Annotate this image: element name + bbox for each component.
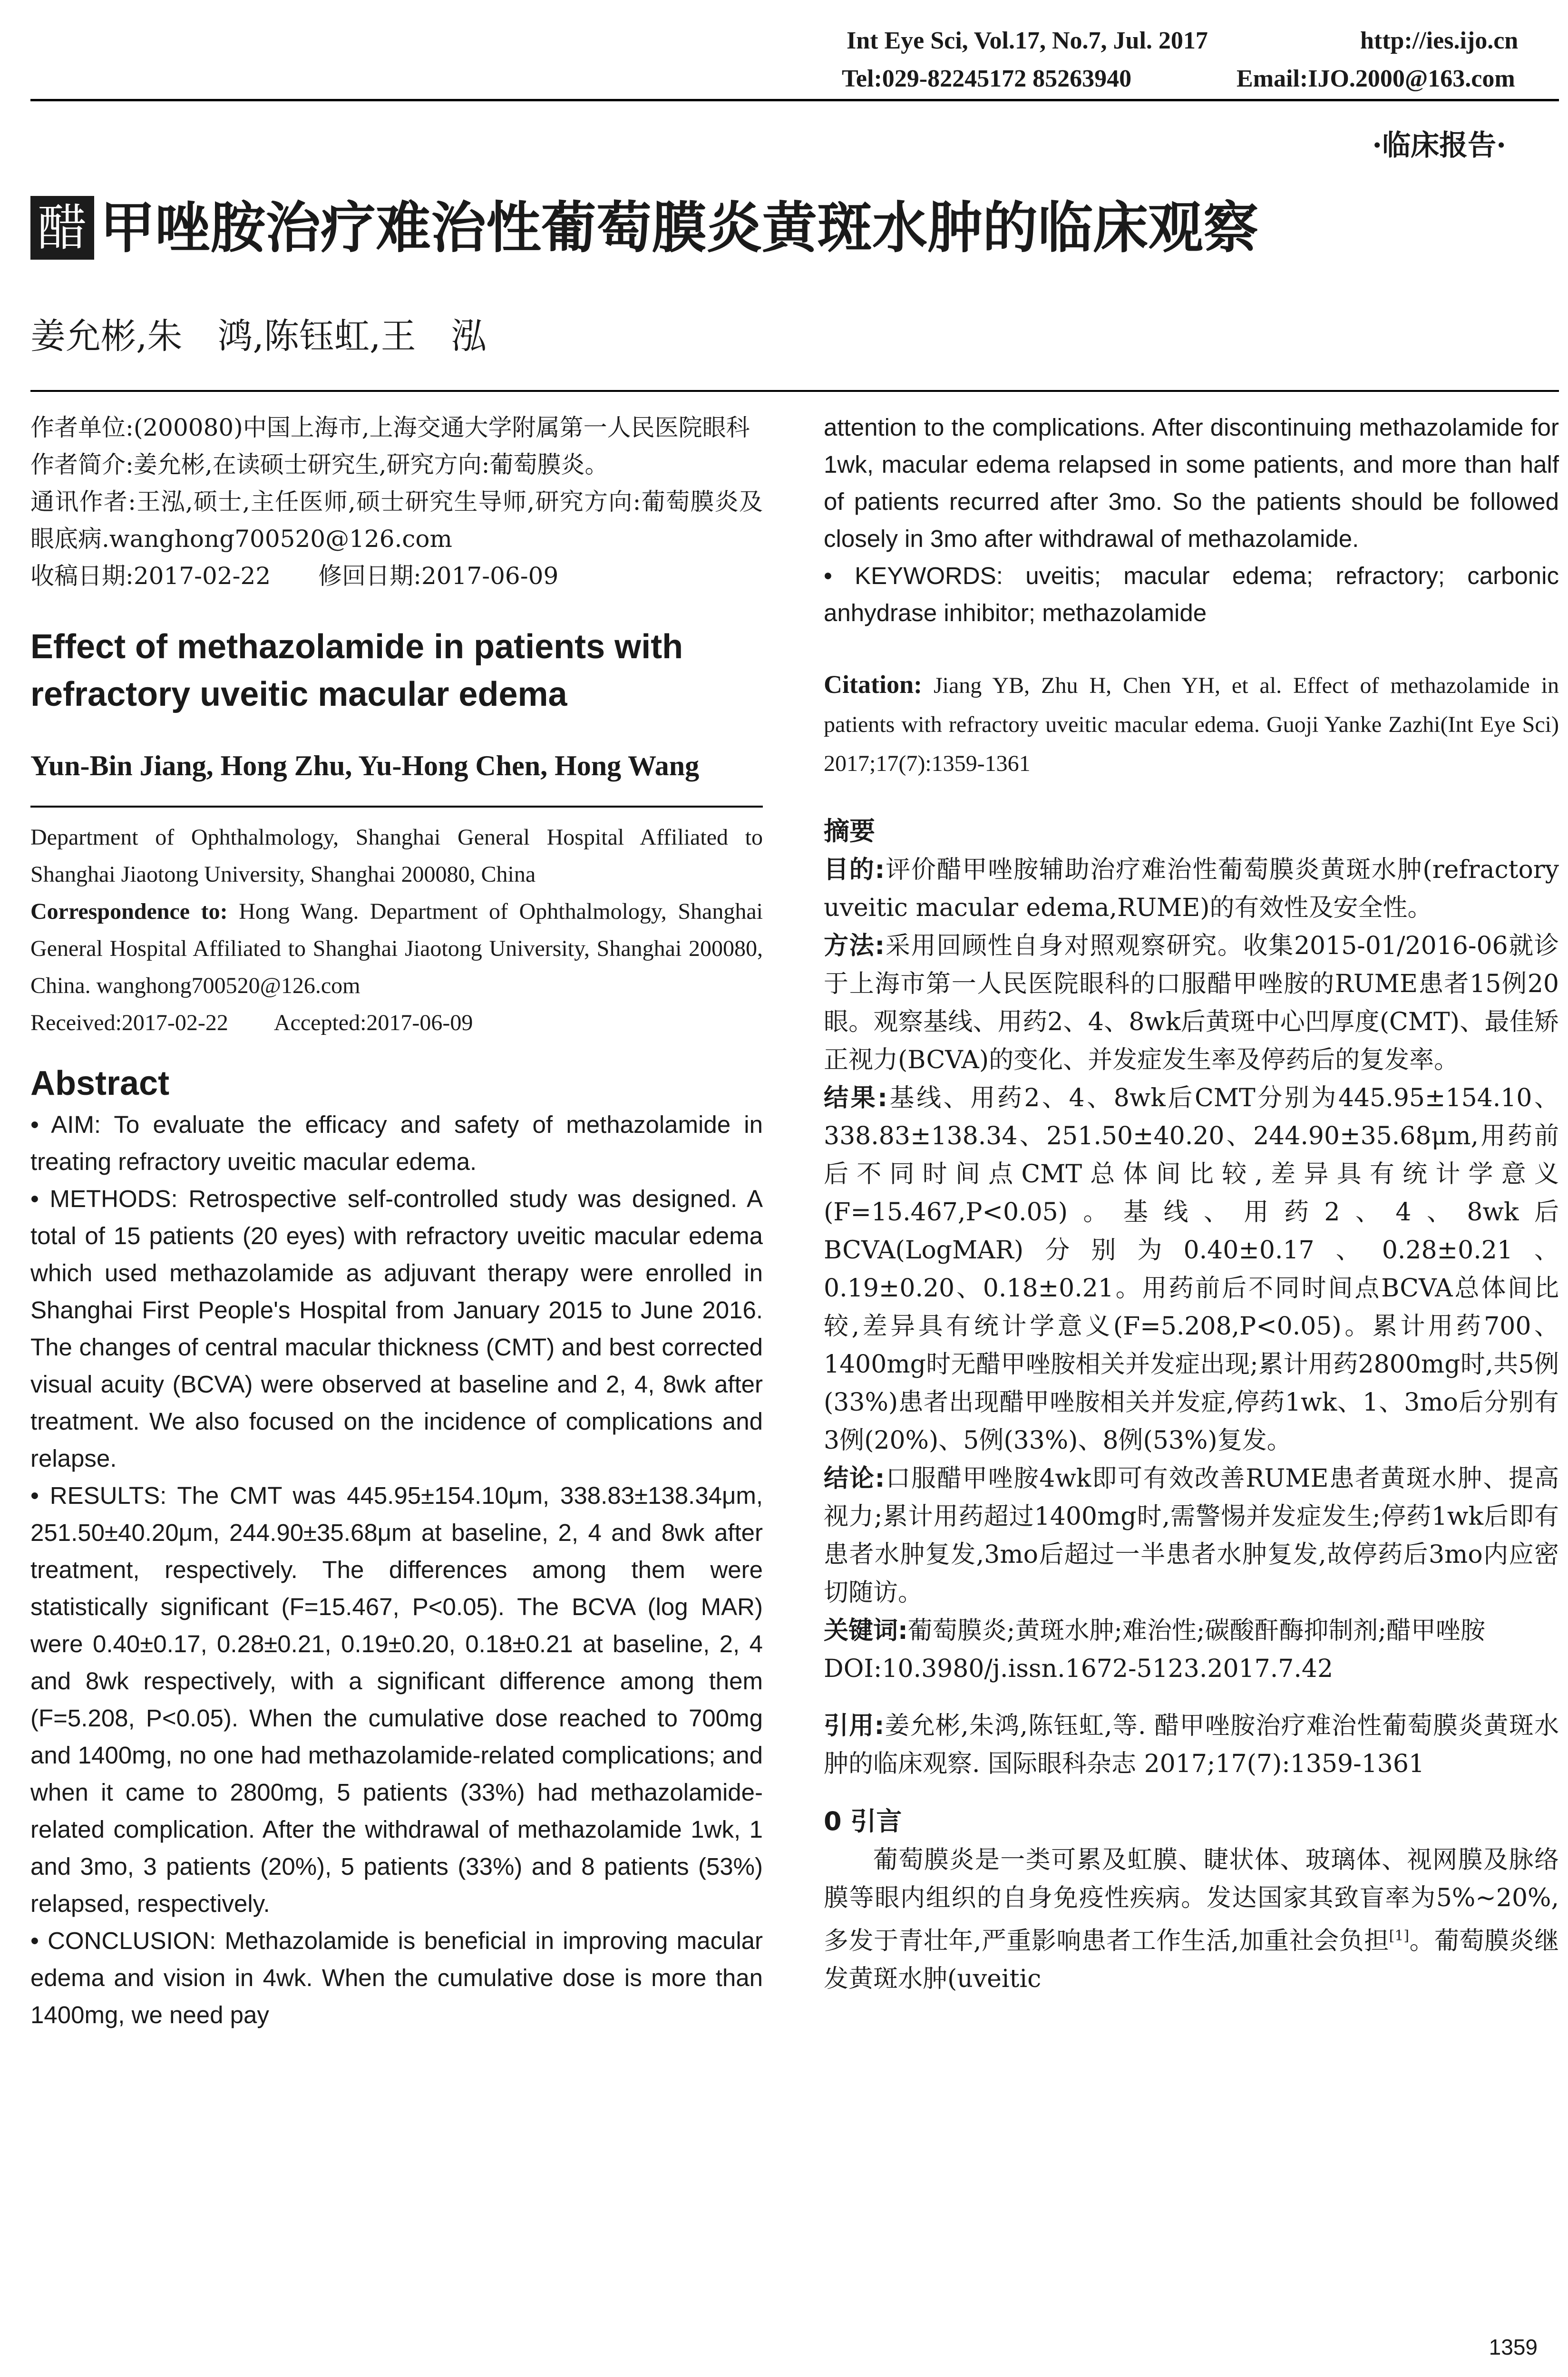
citation-label: Citation: (824, 670, 922, 699)
section-tag: ·临床报告· (1372, 129, 1506, 162)
article-title (30, 190, 1552, 276)
cn-purpose-label: 目的: (824, 856, 885, 884)
cn-conclusion (824, 1460, 1559, 1612)
citation-text: Jiang YB, Zhu H, Chen YH, et al. Effect of methazolamide in patients with refractory uveitic macular edema. Guoji Yanke Zazhi(Int Eye Sci) 2017;17(7):1359-1361 (824, 673, 1559, 776)
author-bio-cn: 作者简介:姜允彬,在读硕士研究生,研究方向:葡萄膜炎。 (30, 451, 609, 478)
left-column (30, 404, 763, 2034)
corresponding-author-cn: 通讯作者:王泓,硕士,主任医师,硕士研究生导师,研究方向:葡萄膜炎及眼底病.wanghong700520@126.com (30, 488, 763, 553)
cn-result (824, 1079, 1559, 1460)
title-rule (30, 390, 1559, 392)
abstract-results: • RESULTS: The CMT was 445.95±154.10μm, 338.83±138.34μm, 251.50±40.20μm, 244.90±35.68μm at baseline, 2, 4 and 8wk after treatment, respectively. The differences among them were statistically significant (F=15.467, P<0.05). The BCVA (log MAR) were 0.40±0.17, 0.28±0.21, 0.19±0.20, 0.18±0.21 at baseline, 2, 4 and 8wk respectively, with a significant difference among them (F=5.208, P<0.05). When the cumulative dose reached to 700mg and 1400mg, no one had methazolamide-related complications; and when it came to 2800mg, 5 patients (33%) had methazolamide-related complication. After the withdrawal of methazolamide 1wk, 1 and 3mo, 3 patients (20%), 5 patients (33%) and 8 patients (53%) relapsed, respectively. (30, 1482, 763, 1917)
cn-result-label: 结果: (824, 1084, 887, 1112)
cn-citation-text: 姜允彬,朱鸿,陈钰虹,等. 醋甲唑胺治疗难治性葡萄膜炎黄斑水肿的临床观察. 国际眼科杂志 2017;17(7):1359-1361 (824, 1712, 1559, 1778)
abstract-keywords: • KEYWORDS: uveitis; macular edema; refractory; carbonic anhydrase inhibitor; methazolamide (824, 562, 1559, 626)
affiliation-en: Department of Ophthalmology, Shanghai General Hospital Affiliated to Shanghai Jiaotong University, Shanghai 200080, China (30, 825, 763, 887)
abstract-conclusion-end: attention to the complications. After discontinuing methazolamide for 1wk, macular edema relapsed in some patients, and more than half of patients recurred after 3mo. So the patients should be followed closely in 3mo after withdrawal of methazolamide. (824, 414, 1559, 552)
journal-url: http://ies.ijo.cn (1360, 27, 1519, 54)
correspondence-en (30, 893, 763, 1004)
cn-conclusion-label: 结论: (824, 1464, 885, 1493)
dates-cn: 收稿日期:2017-02-22 修回日期:2017-06-09 (30, 562, 559, 590)
author-rule (30, 806, 763, 808)
correspondence-text: Hong Wang. Department of Ophthalmology, Shanghai General Hospital Affiliated to Shanghai Jiaotong University, Shanghai 200080, China. wanghong700520@126.com (30, 899, 763, 998)
journal-phone: Tel:029-82245172 85263940 (842, 65, 1132, 92)
doi: DOI:10.3980/j.issn.1672-5123.2017.7.42 (824, 1655, 1334, 1683)
intro-text: 葡萄膜炎是一类可累及虹膜、睫状体、玻璃体、视网膜及脉络膜等眼内组织的自身免疫性疾病。发达国家其致盲率为5%~20%,多发于青壮年,严重影响患者工作生活,加重社会负担 (824, 1846, 1559, 1956)
journal-citation-line: Int Eye Sci, Vol.17, No.7, Jul. 2017 (847, 27, 1208, 54)
abstract-aim: • AIM: To evaluate the efficacy and safety of methazolamide in treating refractory uveitic macular edema. (30, 1111, 763, 1175)
intro-text-end: 。葡萄膜炎继发黄斑水肿(uveitic (824, 1927, 1559, 1994)
correspondence-label: Correspondence to: (30, 899, 228, 924)
cn-abstract-heading: 摘要 (824, 816, 875, 846)
english-title: Effect of methazolamide in patients with refractory uveitic macular edema (30, 628, 683, 713)
cn-citation-label: 引用: (824, 1712, 885, 1740)
intro-paragraph (824, 1841, 1559, 1998)
page-number: 1359 (1489, 2335, 1538, 2359)
cn-result-text: 基线、用药2、4、8wk后CMT分别为445.95±154.10、338.83±138.34、251.50±40.20、244.90±35.68μm,用药前后不同时间点CMT总体间比较,差异具有统计学意义(F=15.467,P<0.05)。基线、用药2、4、8wk后BCVA(LogMAR)分别为0.40±0.17、0.28±0.21、0.19±0.20、0.18±0.21。用药前后不同时间点BCVA总体间比较,差异具有统计学意义(F=5.208,P<0.05)。累计用药700、1400mg时无醋甲唑胺相关并发症出现;累计用药2800mg时,共5例(33%)患者出现醋甲唑胺相关并发症,停药1wk、1、3mo后分别有3例(20%)、5例(33%)、8例(53%)复发。 (824, 1084, 1559, 1455)
intro-reference: [1] (1389, 1928, 1410, 1944)
cn-method (824, 927, 1559, 1079)
cn-keywords-text: 葡萄膜炎;黄斑水肿;难治性;碳酸酐酶抑制剂;醋甲唑胺 (907, 1617, 1485, 1645)
cn-conclusion-text: 口服醋甲唑胺4wk即可有效改善RUME患者黄斑水肿、提高视力;累计用药超过1400mg时,需警惕并发症发生;停药1wk后即有患者水肿复发,3mo后超过一半患者水肿复发,故停药后3mo内应密切随访。 (824, 1464, 1559, 1607)
intro-heading: 0 引言 (824, 1806, 902, 1836)
abstract-methods: • METHODS: Retrospective self-controlled study was designed. A total of 15 patients (20 eyes) with refractory uveitic macular edema which used methazolamide as adjuvant therapy were enrolled in Shanghai First People's Hospital from January 2015 to June 2016. The changes of central macular thickness (CMT) and best corrected visual acuity (BCVA) were observed at baseline and 2, 4, 8wk after treatment. We also focused on the incidence of complications and relapse. (30, 1185, 763, 1472)
cn-citation (824, 1707, 1559, 1783)
received-accepted: Received:2017-02-22 Accepted:2017-06-09 (30, 1010, 473, 1035)
cn-keywords-label: 关键词: (824, 1617, 908, 1645)
english-authors: Yun-Bin Jiang, Hong Zhu, Yu-Hong Chen, Hong Wang (30, 750, 700, 781)
journal-email: Email:IJO.2000@163.com (1237, 65, 1515, 92)
header-rule (30, 99, 1559, 101)
right-column (824, 404, 1559, 1998)
authors-cn: 姜允彬,朱 鸿,陈钰虹,王 泓 (30, 316, 487, 357)
cn-keywords (824, 1612, 1559, 1650)
cn-method-label: 方法: (824, 932, 885, 960)
abstract-heading: Abstract (30, 1064, 170, 1102)
cn-purpose-text: 评价醋甲唑胺辅助治疗难治性葡萄膜炎黄斑水肿(refractory uveitic macular edema,RUME)的有效性及安全性。 (824, 856, 1559, 922)
title-text: 甲唑胺治疗难治性葡萄膜炎黄斑水肿的临床观察 (100, 196, 1258, 260)
title-initial-block: 醋 (30, 196, 94, 260)
affiliation-cn: 作者单位:(200080)中国上海市,上海交通大学附属第一人民医院眼科 (30, 414, 750, 441)
cn-method-text: 采用回顾性自身对照观察研究。收集2015-01/2016-06就诊于上海市第一人民医院眼科的口服醋甲唑胺的RUME患者15例20眼。观察基线、用药2、4、8wk后黄斑中心凹厚度(CMT)、最佳矫正视力(BCVA)的变化、并发症发生率及停药后的复发率。 (824, 932, 1559, 1074)
abstract-conclusion-start: • CONCLUSION: Methazolamide is beneficial in improving macular edema and vision in 4wk. When the cumulative dose is more than 1400mg, we need pay (30, 1927, 763, 2028)
citation-en (824, 665, 1559, 783)
cn-purpose (824, 851, 1559, 927)
